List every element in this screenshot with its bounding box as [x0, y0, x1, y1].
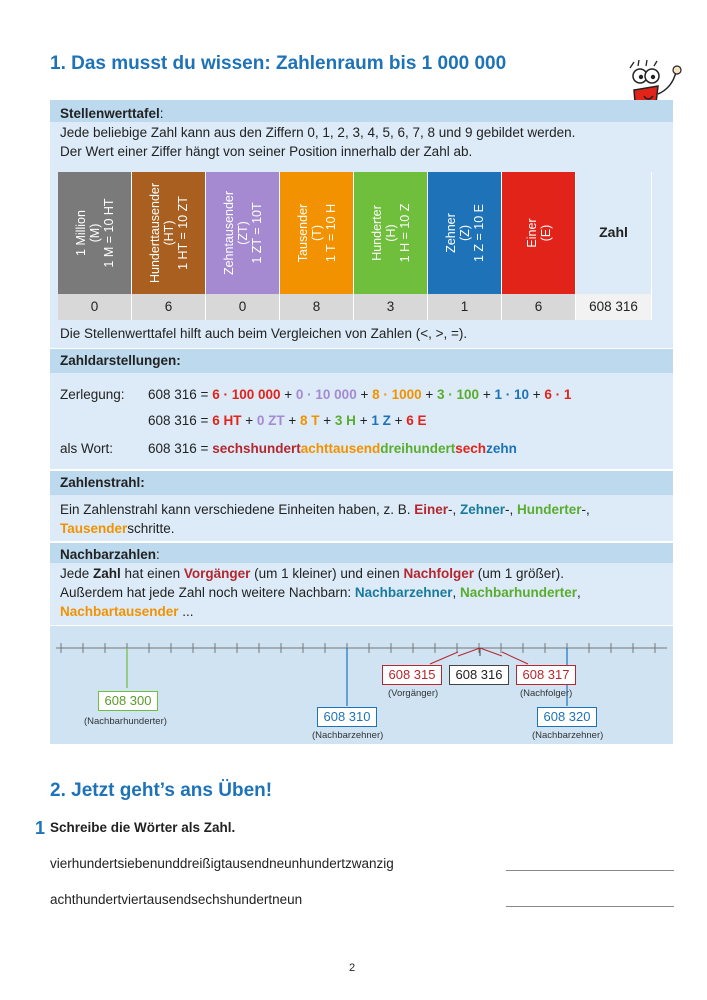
pv-value-m: 0 [58, 294, 132, 320]
pv-col-zahl: Zahl [576, 172, 652, 294]
page-number: 2 [349, 962, 356, 974]
pv-value-e: 6 [502, 294, 576, 320]
pv-col-t: Tausender (T) 1 T = 10 H [280, 172, 354, 294]
stellenwerttafel-footer: Die Stellenwerttafel hilft auch beim Vergleichen von Zahlen (<, >, =). [60, 326, 468, 341]
pv-col-zt: Zehntausender (ZT) 1 ZT = 10T [206, 172, 280, 294]
caption-nachbarzehner-1: (Nachbarzehner) [312, 730, 384, 741]
page-title: 1. Das musst du wissen: Zahlenraum bis 1 000 000 [50, 53, 507, 74]
pv-value-t: 8 [280, 294, 354, 320]
pv-col-z: Zehner (Z) 1 Z = 10 E [428, 172, 502, 294]
pv-col-e: Einer (E) [502, 172, 576, 294]
nb-608300: 608 300 [98, 691, 158, 711]
stellenwerttafel-text-2: Der Wert einer Ziffer hängt von seiner Position innerhalb der Zahl ab. [60, 144, 473, 159]
pv-col-ht: Hunderttausender (HT) 1 HT = 10 ZT [132, 172, 206, 294]
nb-608317: 608 317 [516, 665, 576, 685]
zahlenstrahl-title: Zahlenstrahl: [60, 475, 145, 490]
als-wort-line: 608 316 = sechshundertachttausenddreihundertsechzehn [148, 441, 517, 456]
caption-nachbarhunderter: (Nachbarhunderter) [84, 716, 167, 727]
caption-nachbarzehner-2: (Nachbarzehner) [532, 730, 604, 741]
exercise-instruction: Schreibe die Wörter als Zahl. [50, 820, 236, 835]
exercise-item-2: achthundertviertausendsechshundertneun [50, 892, 303, 907]
nb-608315: 608 315 [382, 665, 442, 685]
stellenwerttafel-title: Stellenwerttafel: [60, 106, 164, 121]
zerlegung-line-1: 608 316 = 6 · 100 000 + 0 · 10 000 + 8 · 1000 + 3 · 100 + 1 · 10 + 6 · 1 [148, 387, 572, 402]
zerlegung-label: Zerlegung: [60, 387, 125, 402]
nachbarzahlen-text: Nachbarzahlen: Jede Zahl hat einen Vorgänger (um 1 kleiner) und einen Nachfolger (um 1 größer). Außerdem hat jede Zahl noch weitere Nachbarn: Nachbarzehner, Nachbarhunderter, Nachbartausender ... [60, 547, 581, 619]
pv-col-m: 1 Million (M) 1 M = 10 HT [58, 172, 132, 294]
stellenwerttafel-text-1: Jede beliebige Zahl kann aus den Ziffern 0, 1, 2, 3, 4, 5, 6, 7, 8 und 9 gebildet werden. [60, 125, 576, 140]
place-value-table [58, 172, 652, 320]
pv-value-z: 1 [428, 294, 502, 320]
exercise-number: 1 [35, 818, 46, 838]
als-wort-label: als Wort: [60, 441, 114, 456]
caption-vorgaenger: (Vorgänger) [388, 688, 439, 699]
zerlegung-line-2: 608 316 = 6 HT + 0 ZT + 8 T + 3 H + 1 Z + 6 E [148, 413, 427, 428]
pv-value-h: 3 [354, 294, 428, 320]
pv-value-zahl: 608 316 [576, 294, 652, 320]
answer-line-2[interactable] [506, 906, 674, 907]
pv-col-h: Hunderter (H) 1 H = 10 Z [354, 172, 428, 294]
answer-line-1[interactable] [506, 870, 674, 871]
caption-nachfolger: (Nachfolger) [520, 688, 573, 699]
pv-value-ht: 6 [132, 294, 206, 320]
exercise-item-1: vierhundertsiebenunddreißigtausendneunhundertzwanzig [50, 856, 394, 871]
nb-608310: 608 310 [317, 707, 377, 727]
zahldarstellungen-title: Zahldarstellungen: [60, 353, 181, 368]
zahlenstrahl-text: Ein Zahlenstrahl kann verschiedene Einheiten haben, z. B. Einer-, Zehner-, Hunderter-, Tausenderschritte. [60, 502, 590, 536]
pv-value-zt: 0 [206, 294, 280, 320]
nb-608320: 608 320 [537, 707, 597, 727]
section-title-uebung: 2. Jetzt geht’s ans Üben! [50, 780, 273, 801]
nb-608316: 608 316 [449, 665, 509, 685]
